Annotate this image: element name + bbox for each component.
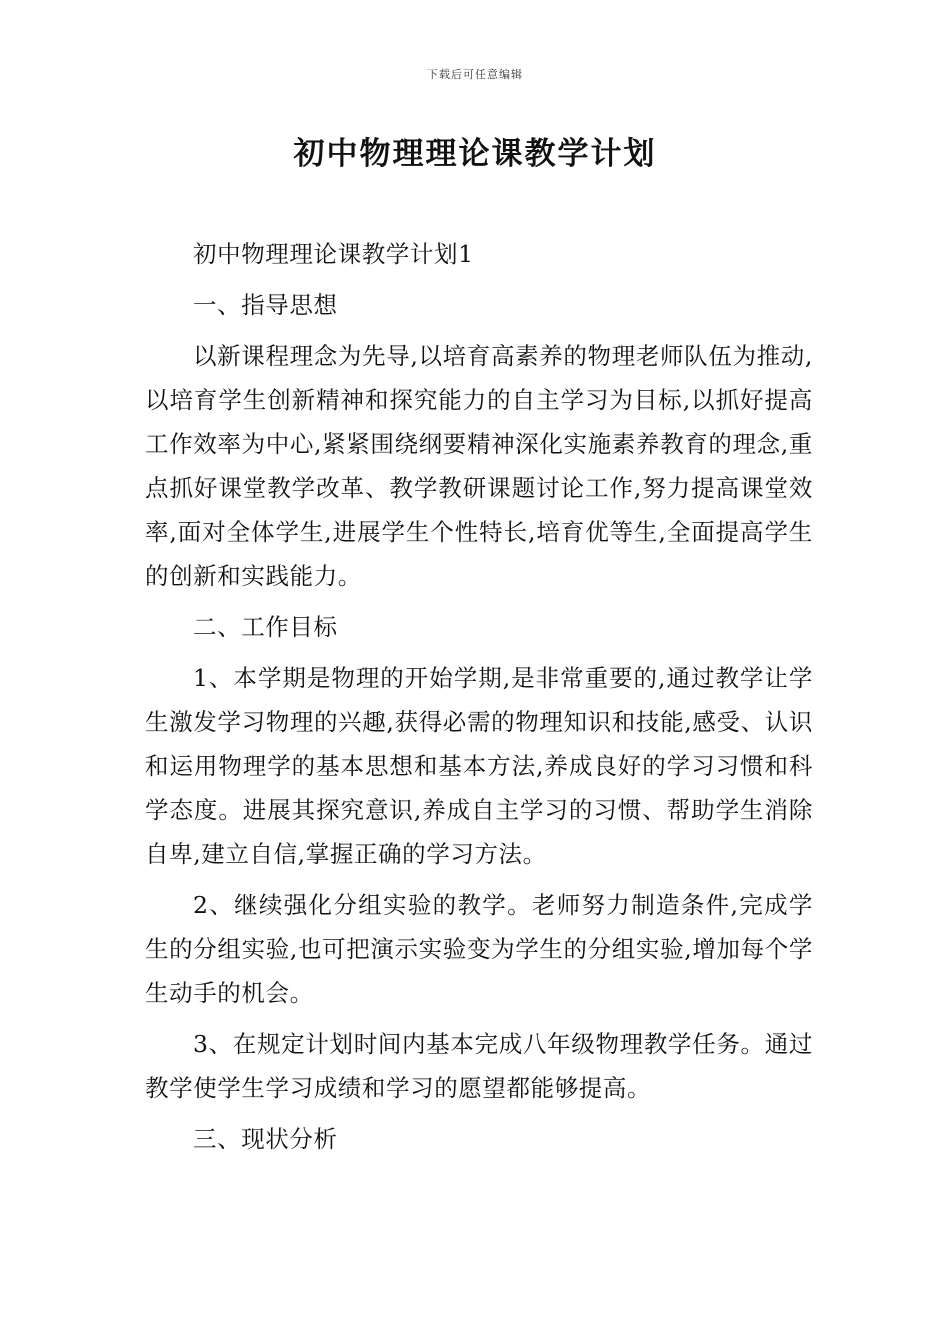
goal-item-2: 2、继续强化分组实验的教学。老师努力制造条件,完成学生的分组实验,也可把演示实验变为学生的分组实验,增加每个学生动手的机会。 [145, 891, 813, 1007]
document-body [145, 232, 813, 1168]
section-heading-work-goals: 二、工作目标 [193, 613, 338, 641]
section-heading-status-analysis: 三、现状分析 [193, 1125, 338, 1153]
goal-item-1: 1、本学期是物理的开始学期,是非常重要的,通过教学让学生激发学习物理的兴趣,获得必需的物理知识和技能,感受、认识和运用物理学的基本思想和基本方法,养成良好的学习习惯和科学态度。进展其探究意识,养成自主学习的习惯、帮助学生消除自卑,建立自信,掌握正确的学习方法。 [145, 664, 813, 868]
goal-item-3: 3、在规定计划时间内基本完成八年级物理教学任务。通过教学使学生学习成绩和学习的愿望都能够提高。 [145, 1030, 813, 1102]
document-title: 初中物理理论课教学计划 [293, 136, 657, 172]
guiding-thought-paragraph: 以新课程理念为先导,以培育高素养的物理老师队伍为推动,以培育学生创新精神和探究能力的自主学习为目标,以抓好提高工作效率为中心,紧紧围绕纲要精神深化实施素养教育的理念,重点抓好课堂教学改革、教学教研课题讨论工作,努力提高课堂效率,面对全体学生,进展学生个性特长,培育优等生,全面提高学生的创新和实践能力。 [145, 342, 813, 590]
subtitle-paragraph: 初中物理理论课教学计划1 [193, 240, 474, 268]
section-heading-guiding-thought: 一、指导思想 [193, 291, 338, 319]
page-header-note: 下载后可任意编辑 [427, 68, 523, 81]
